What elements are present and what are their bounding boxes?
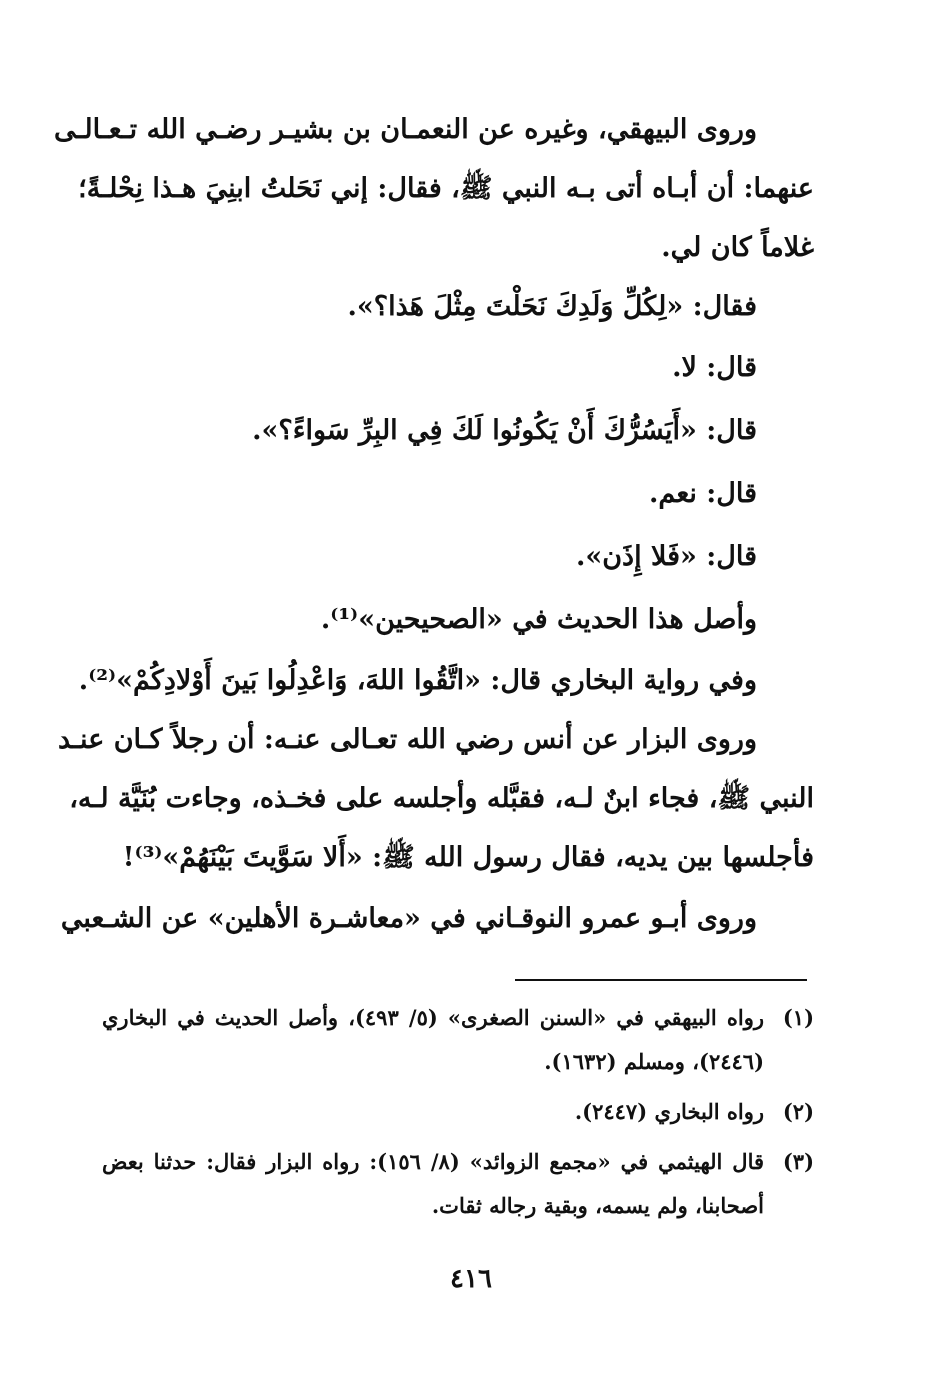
footnote-number: (١) — [782, 1005, 814, 1030]
footnote-body — [102, 1140, 764, 1228]
text-line: قال: «فَلا إِذَن». — [575, 541, 757, 572]
text-line: قال: نعم. — [648, 478, 757, 509]
page-number: ٤١٦ — [450, 1264, 492, 1294]
text-line: قال: «أَيَسُرُّكَ أَنْ يَكُونُوا لَكَ فِي البِرِّ سَواءً؟». — [252, 415, 757, 446]
text-line: وروى البزار عن أنس رضي الله تعـالى عنـه: أن رجلاً كـان عنـد — [57, 724, 757, 755]
text-line: فقال: «لِكُلِّ وَلَدِكَ نَحَلْتَ مِثْلَ هَذا؟». — [347, 291, 757, 322]
footnote-item — [102, 1140, 814, 1228]
footnote-body — [102, 996, 764, 1084]
text-line: عنهما: أن أبـاه أتى بـه النبي ﷺ، فقال: إني نَحَلتُ ابنِيَ هـذا نِحْلـةً؛ — [78, 173, 814, 204]
footnote-item — [102, 1090, 814, 1134]
text-line: قال: لا. — [672, 352, 757, 383]
footnote-body — [102, 1090, 764, 1134]
text-line: وأصل هذا الحديث في «الصحيحين»⁽¹⁾. — [320, 604, 757, 635]
footnote-line: رواه البخاري (٢٤٤٧). — [574, 1099, 764, 1124]
text-line: وفي رواية البخاري قال: «اتَّقُوا اللهَ، وَاعْدِلُوا بَينَ أَوْلادِكُمْ»⁽²⁾. — [78, 665, 757, 696]
footnote-line: أصحابنا، ولم يسمه، وبقية رجاله ثقات. — [431, 1193, 764, 1218]
footnote-number: (٣) — [782, 1149, 814, 1174]
footnote-number: (٢) — [782, 1099, 814, 1124]
text-line: غلاماً كان لي. — [661, 232, 814, 263]
text-line: فأجلسها بين يديه، فقال رسول الله ﷺ: «أَلا سَوَّيتَ بَيْنَهُمْ»⁽³⁾! — [122, 842, 814, 873]
main-text-block — [53, 100, 814, 950]
text-line: النبي ﷺ، فجاء ابنٌ لـه، فقبَّله وأجلسه على فخـذه، وجاءت بُنَيَّة لـه، — [69, 783, 814, 814]
footnotes-block — [102, 996, 814, 1234]
footnote-item — [102, 996, 814, 1084]
footnote-line: قال الهيثمي في «مجمع الزوائد» (٨/ ١٥٦): رواه البزار فقال: حدثنا بعض — [102, 1149, 765, 1174]
text-line: وروى البيهقي، وغيره عن النعمـان بن بشيـر رضـي الله تـعـالـى — [53, 114, 757, 145]
footnote-line: رواه البيهقي في «السنن الصغرى» (٥/ ٤٩٣)، وأصل الحديث في البخاري — [102, 1005, 764, 1030]
footnote-divider — [515, 979, 807, 981]
text-line: وروى أبـو عمرو النوقـاني في «معاشـرة الأهلين» عن الشـعبي — [60, 903, 757, 934]
footnote-line: (٢٤٤٦)، ومسلم (١٦٣٢). — [544, 1049, 764, 1074]
